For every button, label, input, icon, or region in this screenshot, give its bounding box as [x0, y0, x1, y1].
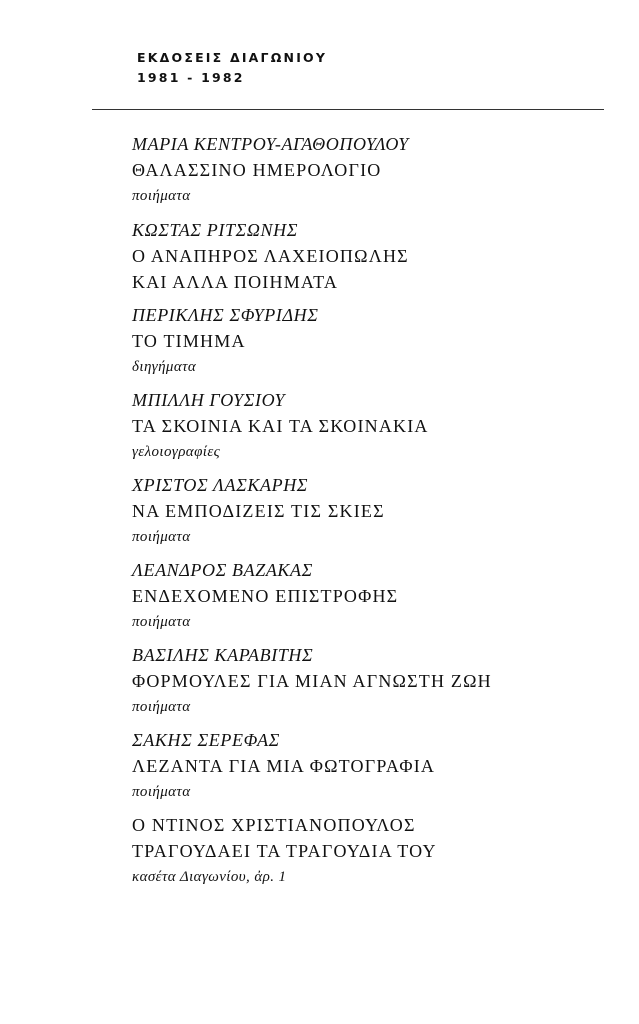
book-title: ΕΝΔΕΧΟΜΕΝΟ ΕΠΙΣΤΡΟΦΗΣ: [132, 586, 399, 606]
book-author: ΧΡΙΣΤΟΣ ΛΑΣΚΑΡΗΣ: [132, 475, 309, 495]
book-title: ΤΟ ΤΙΜΗΜΑ: [132, 331, 246, 351]
book-author: ΚΩΣΤΑΣ ΡΙΤΣΩΝΗΣ: [132, 220, 298, 240]
book-author: ΜΑΡΙΑ ΚΕΝΤΡΟΥ-ΑΓΑΘΟΠΟΥΛΟΥ: [132, 134, 409, 154]
book-title: ΦΟΡΜΟΥΛΕΣ ΓΙΑ ΜΙΑΝ ΑΓΝΩΣΤΗ ΖΩΗ: [132, 671, 492, 691]
book-title-line-2: ΤΡΑΓΟΥΔΑΕΙ ΤΑ ΤΡΑΓΟΥΔΙΑ ΤΟΥ: [132, 841, 437, 861]
header-divider: [92, 109, 604, 110]
book-title-line-2: ΚΑΙ ΑΛΛΑ ΠΟΙΗΜΑΤΑ: [132, 272, 339, 292]
book-entry: [132, 217, 602, 295]
book-genre: ποιήματα: [132, 529, 191, 545]
book-genre: κασέτα Διαγωνίου, ἀρ. 1: [132, 869, 287, 885]
book-entry: [132, 472, 602, 550]
book-title: ΤΑ ΣΚΟΙΝΙΑ ΚΑΙ ΤΑ ΣΚΟΙΝΑΚΙΑ: [132, 416, 429, 436]
book-author: ΜΠΙΛΛΗ ΓΟΥΣΙΟΥ: [132, 390, 286, 410]
book-genre: ποιήματα: [132, 188, 191, 204]
book-title: ΛΕΖΑΝΤΑ ΓΙΑ ΜΙΑ ΦΩΤΟΓΡΑΦΙΑ: [132, 756, 436, 776]
book-entry: [132, 642, 602, 720]
book-title: ΘΑΛΑΣΣΙΝΟ ΗΜΕΡΟΛΟΓΙΟ: [132, 160, 382, 180]
book-entry: [132, 131, 602, 209]
publisher-header: [137, 48, 327, 88]
book-genre: ποιήματα: [132, 699, 191, 715]
book-entry: [132, 302, 602, 380]
book-genre: διηγήματα: [132, 359, 197, 375]
book-genre: ποιήματα: [132, 784, 191, 800]
publication-years: 1981 - 1982: [137, 70, 245, 85]
book-genre: γελοιογραφίες: [132, 444, 221, 460]
book-genre: ποιήματα: [132, 614, 191, 630]
book-entry: [132, 812, 602, 890]
book-title: ΝΑ ΕΜΠΟΔΙΖΕΙΣ ΤΙΣ ΣΚΙΕΣ: [132, 501, 385, 521]
book-author: ΛΕΑΝΔΡΟΣ ΒΑΖΑΚΑΣ: [132, 560, 313, 580]
book-title: Ο ΝΤΙΝΟΣ ΧΡΙΣΤΙΑΝΟΠΟΥΛΟΣ: [132, 815, 416, 835]
book-author: ΣΑΚΗΣ ΣΕΡΕΦΑΣ: [132, 730, 280, 750]
book-entry: [132, 387, 602, 465]
book-entry: [132, 557, 602, 635]
book-author: ΒΑΣΙΛΗΣ ΚΑΡΑΒΙΤΗΣ: [132, 645, 314, 665]
book-title: Ο ΑΝΑΠΗΡΟΣ ΛΑΧΕΙΟΠΩΛΗΣ: [132, 246, 409, 266]
publisher-name: ΕΚΔΟΣΕΙΣ ΔΙΑΓΩΝΙΟΥ: [137, 50, 328, 65]
book-entry: [132, 727, 602, 805]
book-list: [132, 131, 602, 897]
book-author: ΠΕΡΙΚΛΗΣ ΣΦΥΡΙΔΗΣ: [132, 305, 319, 325]
